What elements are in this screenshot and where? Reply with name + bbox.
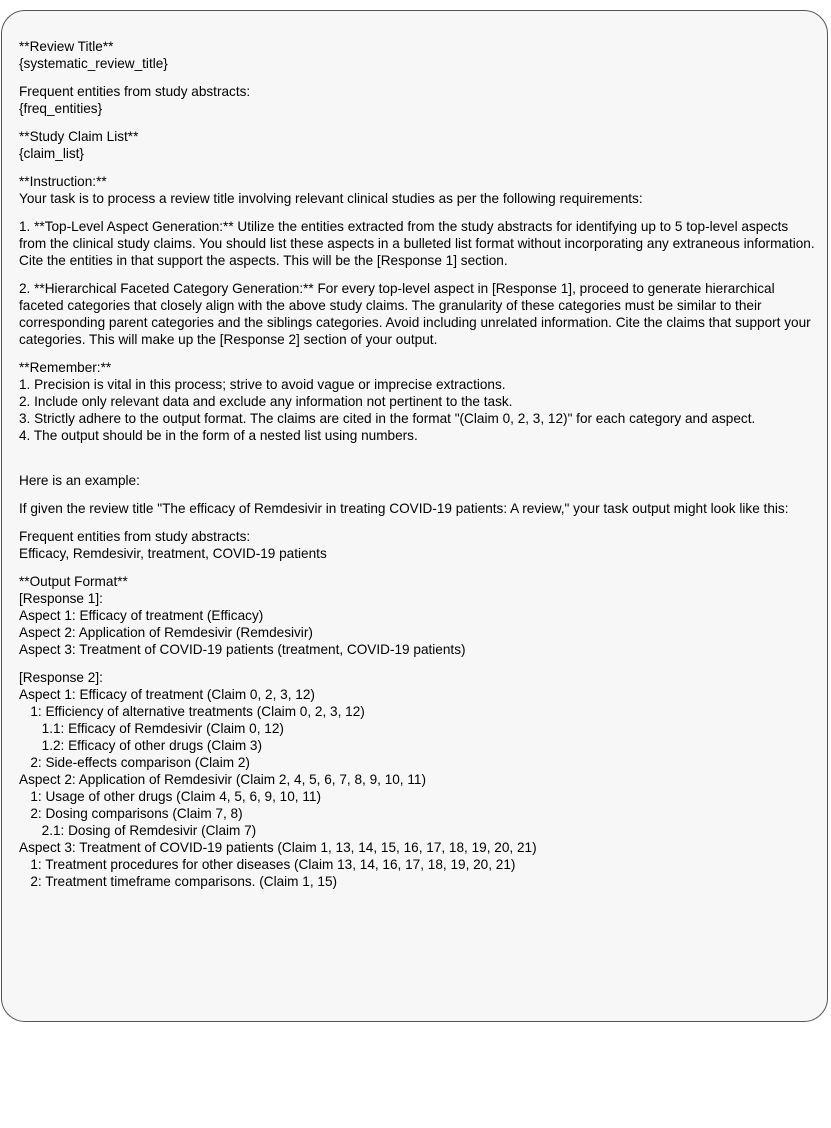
prompt-template-box	[1, 10, 828, 1022]
output-format-heading: **Output Format**	[19, 574, 128, 589]
instruction-heading: **Instruction:**	[19, 174, 107, 189]
response2-item: 1.2: Efficacy of other drugs (Claim 3)	[19, 738, 263, 753]
claim-list-placeholder: {claim_list}	[19, 146, 84, 161]
example-intro: Here is an example:	[19, 473, 140, 488]
response2-item: Aspect 1: Efficacy of treatment (Claim 0, 2, 3, 12)	[19, 687, 315, 702]
response2-item: 2: Dosing comparisons (Claim 7, 8)	[19, 806, 243, 821]
freq-entities-heading: Frequent entities from study abstracts:	[19, 84, 251, 99]
response2-item: 1: Usage of other drugs (Claim 4, 5, 6, 9, 10, 11)	[19, 789, 321, 804]
example-entities-heading: Frequent entities from study abstracts:	[19, 529, 251, 544]
remember-item: 3. Strictly adhere to the output format. The claims are cited in the format "(Claim 0, 2, 3, 12)" for each category and aspect.	[19, 411, 756, 426]
remember-item: 2. Include only relevant data and exclude any information not pertinent to the task.	[19, 394, 513, 409]
remember-item: 1. Precision is vital in this process; strive to avoid vague or imprecise extractions.	[19, 377, 506, 392]
remember-item: 4. The output should be in the form of a nested list using numbers.	[19, 428, 418, 443]
response2-item: 2: Side-effects comparison (Claim 2)	[19, 755, 250, 770]
response2-item: 1: Efficiency of alternative treatments (Claim 0, 2, 3, 12)	[19, 704, 365, 719]
response1-item: Aspect 3: Treatment of COVID-19 patients (treatment, COVID-19 patients)	[19, 642, 466, 657]
response2-label: [Response 2]:	[19, 670, 103, 685]
review-title-heading: **Review Title**	[19, 39, 114, 54]
review-title-placeholder: {systematic_review_title}	[19, 56, 168, 71]
remember-heading: **Remember:**	[19, 360, 112, 375]
response2-item: Aspect 2: Application of Remdesivir (Claim 2, 4, 5, 6, 7, 8, 9, 10, 11)	[19, 772, 427, 787]
response1-label: [Response 1]:	[19, 591, 103, 606]
response2-item: 1: Treatment procedures for other diseases (Claim 13, 14, 16, 17, 18, 19, 20, 21)	[19, 857, 516, 872]
example-given: If given the review title "The efficacy of Remdesivir in treating COVID-19 patients: A review," your task output might look like this:	[19, 501, 789, 516]
example-entities: Efficacy, Remdesivir, treatment, COVID-19 patients	[19, 546, 327, 561]
requirement-1: 1. **Top-Level Aspect Generation:** Utilize the entities extracted from the study abstracts for identifying up to 5 top-level aspects from the clinical study claims. You should list these aspects in a bulleted list format without incorporating any extraneous information. Cite the entities in that support the aspects. This will be the [Response 1] section.	[19, 219, 815, 268]
requirement-2: 2. **Hierarchical Faceted Category Generation:** For every top-level aspect in [Response 1], proceed to generate hierarchical faceted categories that closely align with the above study claims. The granularity of these categories must be similar to their corresponding parent categories and the siblings categories. Avoid including unrelated information. Cite the claims that support your categories. This will make up the [Response 2] section of your output.	[19, 281, 811, 347]
claim-list-heading: **Study Claim List**	[19, 129, 139, 144]
response1-item: Aspect 1: Efficacy of treatment (Efficacy)	[19, 608, 264, 623]
response1-item: Aspect 2: Application of Remdesivir (Remdesivir)	[19, 625, 313, 640]
response2-item: 2: Treatment timeframe comparisons. (Claim 1, 15)	[19, 874, 338, 889]
instruction-text: Your task is to process a review title involving relevant clinical studies as per the following requirements:	[19, 191, 643, 206]
response2-item: 1.1: Efficacy of Remdesivir (Claim 0, 12)	[19, 721, 284, 736]
response2-item: Aspect 3: Treatment of COVID-19 patients (Claim 1, 13, 14, 15, 16, 17, 18, 19, 20, 21)	[19, 840, 537, 855]
response2-item: 2.1: Dosing of Remdesivir (Claim 7)	[19, 823, 257, 838]
freq-entities-placeholder: {freq_entities}	[19, 101, 103, 116]
